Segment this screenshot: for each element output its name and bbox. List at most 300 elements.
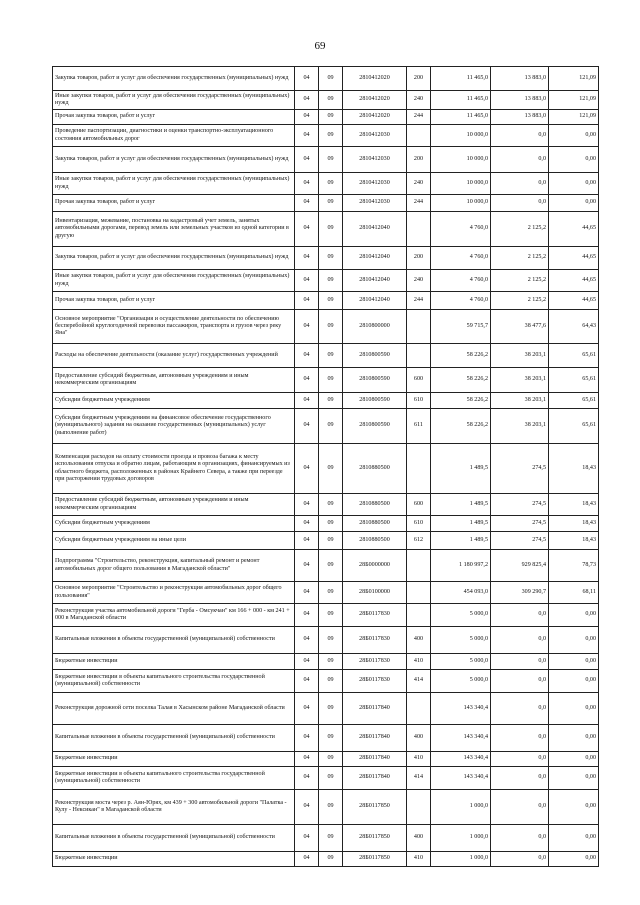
execution-percent-cell: 0,00 [549, 693, 599, 725]
planned-amount-cell: 1 489,5 [431, 516, 491, 532]
executed-amount-cell: 0,0 [491, 825, 549, 852]
section-code-cell: 04 [295, 604, 319, 627]
planned-amount-cell: 143 340,4 [431, 725, 491, 752]
table-row [53, 247, 599, 270]
planned-amount-cell: 58 226,2 [431, 409, 491, 444]
execution-percent-cell: 44,65 [549, 247, 599, 270]
expense-type-cell: 612 [407, 532, 431, 550]
section-code-cell: 04 [295, 444, 319, 494]
executed-amount-cell: 0,0 [491, 767, 549, 790]
planned-amount-cell: 58 226,2 [431, 393, 491, 409]
subsection-code-cell: 09 [319, 725, 343, 752]
subsection-code-cell: 09 [319, 582, 343, 604]
planned-amount-cell: 5 000,0 [431, 604, 491, 627]
expense-type-cell: 400 [407, 825, 431, 852]
planned-amount-cell: 58 226,2 [431, 368, 491, 393]
expense-name-cell: Бюджетные инвестиции [53, 852, 295, 867]
planned-amount-cell: 4 760,0 [431, 270, 491, 292]
executed-amount-cell: 274,5 [491, 532, 549, 550]
table-row [53, 825, 599, 852]
planned-amount-cell: 10 000,0 [431, 125, 491, 147]
target-article-cell: 2810800590 [343, 409, 407, 444]
planned-amount-cell: 143 340,4 [431, 693, 491, 725]
subsection-code-cell: 09 [319, 310, 343, 344]
subsection-code-cell: 09 [319, 292, 343, 310]
planned-amount-cell: 5 000,0 [431, 627, 491, 654]
expense-name-cell: Капитальные вложения в объекты государственной (муниципальной) собственности [53, 825, 295, 852]
executed-amount-cell: 38 477,6 [491, 310, 549, 344]
subsection-code-cell: 09 [319, 532, 343, 550]
expense-type-cell: 611 [407, 409, 431, 444]
table-row [53, 147, 599, 173]
subsection-code-cell: 09 [319, 654, 343, 670]
table-row [53, 91, 599, 110]
section-code-cell: 04 [295, 409, 319, 444]
execution-percent-cell: 0,00 [549, 604, 599, 627]
expense-name-cell: Расходы на обеспечение деятельности (оказание услуг) государственных учреждений [53, 344, 295, 368]
target-article-cell: 28Б0117830 [343, 604, 407, 627]
planned-amount-cell: 10 000,0 [431, 147, 491, 173]
table-row [53, 550, 599, 582]
target-article-cell: 2810412020 [343, 91, 407, 110]
expense-type-cell: 240 [407, 91, 431, 110]
section-code-cell: 04 [295, 91, 319, 110]
executed-amount-cell: 274,5 [491, 494, 549, 516]
expense-name-cell: Предоставление субсидий бюджетным, автономным учреждениям и иным некоммерческим организациям [53, 494, 295, 516]
section-code-cell: 04 [295, 767, 319, 790]
target-article-cell: 2810412030 [343, 147, 407, 173]
expense-type-cell: 410 [407, 752, 431, 767]
target-article-cell: 2810412030 [343, 195, 407, 212]
executed-amount-cell: 13 883,0 [491, 91, 549, 110]
subsection-code-cell: 09 [319, 344, 343, 368]
section-code-cell: 04 [295, 270, 319, 292]
expense-name-cell: Подпрограмма "Строительство, реконструкция, капитальный ремонт и ремонт автомобильных дорог общего пользования в Магаданской области" [53, 550, 295, 582]
execution-percent-cell: 18,43 [549, 532, 599, 550]
planned-amount-cell: 143 340,4 [431, 752, 491, 767]
execution-percent-cell: 0,00 [549, 195, 599, 212]
planned-amount-cell: 11 465,0 [431, 110, 491, 125]
executed-amount-cell: 0,0 [491, 670, 549, 693]
expense-type-cell [407, 125, 431, 147]
section-code-cell: 04 [295, 532, 319, 550]
target-article-cell: 2810412040 [343, 270, 407, 292]
expense-name-cell: Бюджетные инвестиции [53, 752, 295, 767]
subsection-code-cell: 09 [319, 516, 343, 532]
executed-amount-cell: 38 203,1 [491, 368, 549, 393]
section-code-cell: 04 [295, 212, 319, 247]
target-article-cell: 2810800590 [343, 344, 407, 368]
subsection-code-cell: 09 [319, 752, 343, 767]
table-row [53, 693, 599, 725]
table-row [53, 790, 599, 825]
subsection-code-cell: 09 [319, 173, 343, 195]
target-article-cell: 2810800590 [343, 368, 407, 393]
table-row [53, 516, 599, 532]
execution-percent-cell: 78,73 [549, 550, 599, 582]
executed-amount-cell: 0,0 [491, 125, 549, 147]
expense-name-cell: Основное мероприятие "Организация и осуществление деятельности по обеспечению бесперебойной круглогодичной перевозки пассажиров, транспорта и грузов через реку Яна" [53, 310, 295, 344]
section-code-cell: 04 [295, 125, 319, 147]
expense-name-cell: Иные закупки товаров, работ и услуг для обеспечения государственных (муниципальных) нужд [53, 173, 295, 195]
expense-name-cell: Предоставление субсидий бюджетным, автономным учреждениям и иным некоммерческим организациям [53, 368, 295, 393]
subsection-code-cell: 09 [319, 110, 343, 125]
execution-percent-cell: 0,00 [549, 752, 599, 767]
table-row [53, 125, 599, 147]
planned-amount-cell: 4 760,0 [431, 212, 491, 247]
planned-amount-cell: 10 000,0 [431, 195, 491, 212]
planned-amount-cell: 4 760,0 [431, 292, 491, 310]
target-article-cell: 2810880500 [343, 444, 407, 494]
section-code-cell: 04 [295, 516, 319, 532]
expense-type-cell: 410 [407, 654, 431, 670]
section-code-cell: 04 [295, 693, 319, 725]
expense-type-cell: 600 [407, 494, 431, 516]
executed-amount-cell: 38 203,1 [491, 393, 549, 409]
executed-amount-cell: 13 883,0 [491, 67, 549, 91]
subsection-code-cell: 09 [319, 91, 343, 110]
subsection-code-cell: 09 [319, 494, 343, 516]
executed-amount-cell: 0,0 [491, 654, 549, 670]
section-code-cell: 04 [295, 67, 319, 91]
planned-amount-cell: 454 093,0 [431, 582, 491, 604]
planned-amount-cell: 1 000,0 [431, 852, 491, 867]
budget-table [52, 66, 599, 867]
execution-percent-cell: 0,00 [549, 725, 599, 752]
executed-amount-cell: 13 883,0 [491, 110, 549, 125]
expense-type-cell [407, 693, 431, 725]
execution-percent-cell: 64,43 [549, 310, 599, 344]
expense-type-cell: 400 [407, 725, 431, 752]
planned-amount-cell: 11 465,0 [431, 91, 491, 110]
planned-amount-cell: 59 715,7 [431, 310, 491, 344]
expense-type-cell: 400 [407, 627, 431, 654]
table-row [53, 270, 599, 292]
subsection-code-cell: 09 [319, 852, 343, 867]
expense-type-cell [407, 550, 431, 582]
executed-amount-cell: 0,0 [491, 693, 549, 725]
subsection-code-cell: 09 [319, 368, 343, 393]
execution-percent-cell: 0,00 [549, 852, 599, 867]
executed-amount-cell: 0,0 [491, 173, 549, 195]
expense-name-cell: Закупка товаров, работ и услуг для обеспечения государственных (муниципальных) нужд [53, 147, 295, 173]
table-row [53, 852, 599, 867]
subsection-code-cell: 09 [319, 212, 343, 247]
subsection-code-cell: 09 [319, 444, 343, 494]
expense-type-cell: 244 [407, 110, 431, 125]
executed-amount-cell: 2 125,2 [491, 212, 549, 247]
expense-type-cell [407, 344, 431, 368]
table-row [53, 654, 599, 670]
expense-type-cell: 240 [407, 270, 431, 292]
target-article-cell: 28Б0117830 [343, 627, 407, 654]
expense-type-cell [407, 604, 431, 627]
section-code-cell: 04 [295, 344, 319, 368]
table-row [53, 393, 599, 409]
expense-name-cell: Субсидии бюджетным учреждениям [53, 516, 295, 532]
subsection-code-cell: 09 [319, 670, 343, 693]
section-code-cell: 04 [295, 494, 319, 516]
expense-name-cell: Бюджетные инвестиции в объекты капитального строительства государственной (муниципальной) собственности [53, 670, 295, 693]
execution-percent-cell: 65,61 [549, 409, 599, 444]
execution-percent-cell: 0,00 [549, 654, 599, 670]
target-article-cell: 2810412020 [343, 110, 407, 125]
executed-amount-cell: 309 290,7 [491, 582, 549, 604]
table-row [53, 173, 599, 195]
section-code-cell: 04 [295, 752, 319, 767]
expense-type-cell: 410 [407, 852, 431, 867]
expense-name-cell: Капитальные вложения в объекты государственной (муниципальной) собственности [53, 627, 295, 654]
target-article-cell: 28Б0117830 [343, 654, 407, 670]
execution-percent-cell: 18,43 [549, 494, 599, 516]
expense-type-cell: 610 [407, 393, 431, 409]
executed-amount-cell: 0,0 [491, 147, 549, 173]
executed-amount-cell: 0,0 [491, 627, 549, 654]
execution-percent-cell: 18,43 [549, 516, 599, 532]
subsection-code-cell: 09 [319, 393, 343, 409]
expense-name-cell: Субсидии бюджетным учреждениям на иные цели [53, 532, 295, 550]
execution-percent-cell: 65,61 [549, 368, 599, 393]
section-code-cell: 04 [295, 173, 319, 195]
target-article-cell: 2810800000 [343, 310, 407, 344]
planned-amount-cell: 1 180 997,2 [431, 550, 491, 582]
section-code-cell: 04 [295, 147, 319, 173]
table-row [53, 67, 599, 91]
table-row [53, 494, 599, 516]
planned-amount-cell: 5 000,0 [431, 670, 491, 693]
target-article-cell: 28Б0117840 [343, 693, 407, 725]
table-row [53, 604, 599, 627]
execution-percent-cell: 68,11 [549, 582, 599, 604]
table-row [53, 310, 599, 344]
subsection-code-cell: 09 [319, 825, 343, 852]
section-code-cell: 04 [295, 825, 319, 852]
execution-percent-cell: 0,00 [549, 627, 599, 654]
planned-amount-cell: 1 489,5 [431, 444, 491, 494]
section-code-cell: 04 [295, 654, 319, 670]
executed-amount-cell: 0,0 [491, 604, 549, 627]
subsection-code-cell: 09 [319, 270, 343, 292]
table-row [53, 725, 599, 752]
table-row [53, 368, 599, 393]
section-code-cell: 04 [295, 195, 319, 212]
execution-percent-cell: 65,61 [549, 393, 599, 409]
subsection-code-cell: 09 [319, 790, 343, 825]
execution-percent-cell: 0,00 [549, 173, 599, 195]
execution-percent-cell: 18,43 [549, 444, 599, 494]
table-row [53, 195, 599, 212]
planned-amount-cell: 1 000,0 [431, 790, 491, 825]
expense-name-cell: Бюджетные инвестиции [53, 654, 295, 670]
executed-amount-cell: 38 203,1 [491, 409, 549, 444]
table-row [53, 110, 599, 125]
expense-name-cell: Реконструкция дорожной сети поселка Талая в Хасынском районе Магаданской области [53, 693, 295, 725]
target-article-cell: 2810880500 [343, 494, 407, 516]
planned-amount-cell: 143 340,4 [431, 767, 491, 790]
execution-percent-cell: 44,65 [549, 292, 599, 310]
expense-name-cell: Бюджетные инвестиции в объекты капитального строительства государственной (муниципальной) собственности [53, 767, 295, 790]
section-code-cell: 04 [295, 725, 319, 752]
subsection-code-cell: 09 [319, 67, 343, 91]
planned-amount-cell: 58 226,2 [431, 344, 491, 368]
expense-type-cell: 200 [407, 67, 431, 91]
section-code-cell: 04 [295, 247, 319, 270]
target-article-cell: 28Б0117830 [343, 670, 407, 693]
planned-amount-cell: 11 465,0 [431, 67, 491, 91]
expense-type-cell: 414 [407, 670, 431, 693]
expense-name-cell: Основное мероприятие "Строительство и реконструкция автомобильных дорог общего пользования" [53, 582, 295, 604]
expense-name-cell: Субсидии бюджетным учреждениям на финансовое обеспечение государственного (муниципального) задания на оказание государственных (муниципальных) услуг (выполнение работ) [53, 409, 295, 444]
subsection-code-cell: 09 [319, 767, 343, 790]
execution-percent-cell: 44,65 [549, 270, 599, 292]
table-row [53, 582, 599, 604]
budget-table-body [53, 67, 599, 867]
subsection-code-cell: 09 [319, 147, 343, 173]
target-article-cell: 2810880500 [343, 532, 407, 550]
section-code-cell: 04 [295, 582, 319, 604]
subsection-code-cell: 09 [319, 693, 343, 725]
planned-amount-cell: 4 760,0 [431, 247, 491, 270]
section-code-cell: 04 [295, 852, 319, 867]
subsection-code-cell: 09 [319, 247, 343, 270]
expense-type-cell [407, 444, 431, 494]
target-article-cell: 2810412040 [343, 247, 407, 270]
expense-name-cell: Проведение паспортизации, диагностики и оценки транспортно-эксплуатационного состояния автомобильных дорог [53, 125, 295, 147]
page-number: 69 [314, 40, 326, 52]
executed-amount-cell: 274,5 [491, 444, 549, 494]
target-article-cell: 28Б0117850 [343, 852, 407, 867]
table-row [53, 627, 599, 654]
expense-type-cell: 240 [407, 173, 431, 195]
expense-name-cell: Компенсация расходов на оплату стоимости проезда и провоза багажа к месту использования отпуска и обратно лицам, работающим в организациях, финансируемых из областного бюджета, расположенных в районах Крайнего Севера, а также при переезде при расторжении трудовых договоров [53, 444, 295, 494]
table-row [53, 212, 599, 247]
expense-name-cell: Прочая закупка товаров, работ и услуг [53, 195, 295, 212]
section-code-cell: 04 [295, 292, 319, 310]
executed-amount-cell: 0,0 [491, 725, 549, 752]
expense-name-cell: Прочая закупка товаров, работ и услуг [53, 110, 295, 125]
section-code-cell: 04 [295, 310, 319, 344]
expense-name-cell: Прочая закупка товаров, работ и услуг [53, 292, 295, 310]
execution-percent-cell: 0,00 [549, 125, 599, 147]
table-row [53, 670, 599, 693]
target-article-cell: 2810880500 [343, 516, 407, 532]
subsection-code-cell: 09 [319, 627, 343, 654]
executed-amount-cell: 0,0 [491, 195, 549, 212]
executed-amount-cell: 0,0 [491, 852, 549, 867]
target-article-cell: 2810412040 [343, 212, 407, 247]
target-article-cell: 28Б0117850 [343, 790, 407, 825]
expense-type-cell: 414 [407, 767, 431, 790]
expense-type-cell [407, 790, 431, 825]
expense-name-cell: Субсидии бюджетным учреждениям [53, 393, 295, 409]
table-row [53, 767, 599, 790]
table-row [53, 292, 599, 310]
executed-amount-cell: 38 203,1 [491, 344, 549, 368]
subsection-code-cell: 09 [319, 409, 343, 444]
expense-name-cell: Закупка товаров, работ и услуг для обеспечения государственных (муниципальных) нужд [53, 67, 295, 91]
planned-amount-cell: 10 000,0 [431, 173, 491, 195]
planned-amount-cell: 1 000,0 [431, 825, 491, 852]
execution-percent-cell: 0,00 [549, 147, 599, 173]
planned-amount-cell: 5 000,0 [431, 654, 491, 670]
execution-percent-cell: 44,65 [549, 212, 599, 247]
section-code-cell: 04 [295, 393, 319, 409]
subsection-code-cell: 09 [319, 604, 343, 627]
planned-amount-cell: 1 489,5 [431, 494, 491, 516]
expense-type-cell: 200 [407, 147, 431, 173]
expense-name-cell: Закупка товаров, работ и услуг для обеспечения государственных (муниципальных) нужд [53, 247, 295, 270]
expense-type-cell [407, 582, 431, 604]
target-article-cell: 28Б0000000 [343, 550, 407, 582]
expense-type-cell: 610 [407, 516, 431, 532]
executed-amount-cell: 274,5 [491, 516, 549, 532]
planned-amount-cell: 1 489,5 [431, 532, 491, 550]
expense-name-cell: Инвентаризация, межевание, постановка на кадастровый учет земель, занятых автомобильными дорогами, перевод земель или земельных участков из одной категории в другую [53, 212, 295, 247]
target-article-cell: 2810800590 [343, 393, 407, 409]
subsection-code-cell: 09 [319, 550, 343, 582]
target-article-cell: 28Б0117840 [343, 767, 407, 790]
expense-type-cell: 200 [407, 247, 431, 270]
target-article-cell: 28Б0117840 [343, 725, 407, 752]
executed-amount-cell: 2 125,2 [491, 270, 549, 292]
executed-amount-cell: 0,0 [491, 752, 549, 767]
target-article-cell: 28Б0117840 [343, 752, 407, 767]
subsection-code-cell: 09 [319, 125, 343, 147]
target-article-cell: 2810412030 [343, 125, 407, 147]
target-article-cell: 2810412020 [343, 67, 407, 91]
expense-type-cell: 600 [407, 368, 431, 393]
section-code-cell: 04 [295, 790, 319, 825]
section-code-cell: 04 [295, 670, 319, 693]
target-article-cell: 2810412030 [343, 173, 407, 195]
execution-percent-cell: 0,00 [549, 790, 599, 825]
execution-percent-cell: 65,61 [549, 344, 599, 368]
executed-amount-cell: 0,0 [491, 790, 549, 825]
table-row [53, 444, 599, 494]
expense-name-cell: Иные закупки товаров, работ и услуг для обеспечения государственных (муниципальных) нужд [53, 91, 295, 110]
expense-type-cell [407, 310, 431, 344]
expense-type-cell: 244 [407, 195, 431, 212]
table-row [53, 344, 599, 368]
section-code-cell: 04 [295, 368, 319, 393]
execution-percent-cell: 121,09 [549, 67, 599, 91]
table-row [53, 409, 599, 444]
target-article-cell: 2810412040 [343, 292, 407, 310]
expense-type-cell: 244 [407, 292, 431, 310]
subsection-code-cell: 09 [319, 195, 343, 212]
section-code-cell: 04 [295, 110, 319, 125]
execution-percent-cell: 121,09 [549, 110, 599, 125]
target-article-cell: 28Б0117850 [343, 825, 407, 852]
execution-percent-cell: 0,00 [549, 825, 599, 852]
expense-name-cell: Реконструкция моста через р. Аян-Юрях, км 439 + 300 автомобильной дороги "Палатка - Кулу - Нексикан" в Магаданской области [53, 790, 295, 825]
expense-type-cell [407, 212, 431, 247]
execution-percent-cell: 0,00 [549, 767, 599, 790]
executed-amount-cell: 929 825,4 [491, 550, 549, 582]
execution-percent-cell: 0,00 [549, 670, 599, 693]
execution-percent-cell: 121,09 [549, 91, 599, 110]
section-code-cell: 04 [295, 550, 319, 582]
expense-name-cell: Иные закупки товаров, работ и услуг для обеспечения государственных (муниципальных) нужд [53, 270, 295, 292]
expense-name-cell: Капитальные вложения в объекты государственной (муниципальной) собственности [53, 725, 295, 752]
executed-amount-cell: 2 125,2 [491, 292, 549, 310]
executed-amount-cell: 2 125,2 [491, 247, 549, 270]
target-article-cell: 28Б0100000 [343, 582, 407, 604]
table-row [53, 752, 599, 767]
section-code-cell: 04 [295, 627, 319, 654]
table-row [53, 532, 599, 550]
expense-name-cell: Реконструкция участка автомобильной дороги "Герба - Омсукчан" км 166 + 000 - км 241 + 000 в Магаданской области [53, 604, 295, 627]
